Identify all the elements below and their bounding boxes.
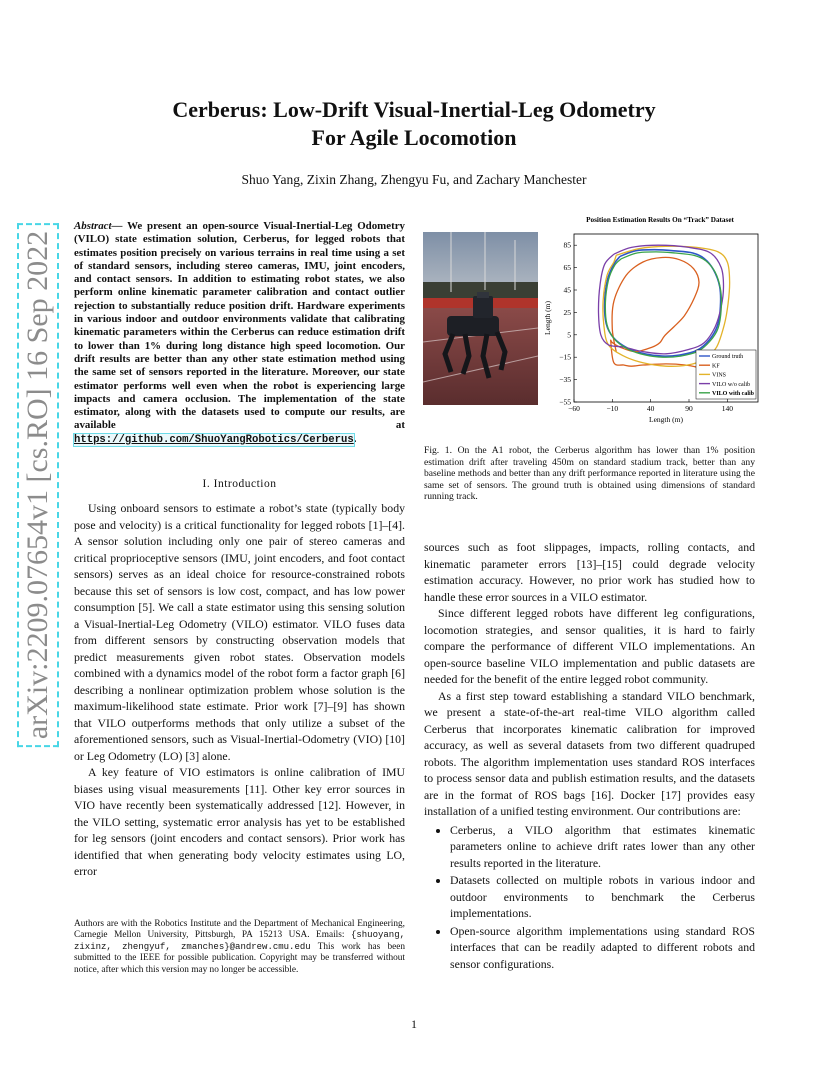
position-estimation-chart: [540, 210, 770, 430]
right-paragraph-2: Since different legged robots have different leg configurations, locomotion strategies, and sensor qualities, it is hard to fairly compare the performance of different VILO implementations. An open-source baseline VILO implementation and public datasets are needed for the benefit of the entire legged robot community.: [424, 606, 755, 686]
footnote-emails: {shuoyang, zixinz, zhengyuf, zmanches}@andrew.cmu.edu: [74, 930, 405, 952]
x-tick-label: 90: [685, 404, 693, 413]
paper-title-line-2: For Agile Locomotion: [311, 125, 517, 150]
abstract-label: Abstract: [74, 220, 112, 232]
legend-label: Ground truth: [712, 354, 744, 361]
arxiv-identifier[interactable]: arXiv:2209.07654v1 [cs.RO] 16 Sep 2022: [17, 223, 59, 747]
abstract-dash: —: [111, 220, 128, 232]
robot-photo-illustration: [423, 232, 538, 405]
paper-title-line-1: Cerberus: Low-Drift Visual-Inertial-Leg Odometry: [172, 97, 656, 122]
intro-paragraph-2: A key feature of VIO estimators is online calibration of IMU biases using visual measurements [11]. Other key error sources in VIO have recently been systematically addressed [12]. However, in the VILO setting, systematic error analysis has yet to be established for leg sensors (joint encoders and contact sensors). Prior work has identified that when generating body velocity estimates using LO, error: [74, 765, 405, 878]
abstract-text: We present an open-source Visual-Inertial-Leg Odometry (VILO) state estimation solution, Cerberus, for legged robots that estimates position precisely on various terrains in real time using a set of standard sensors, including stereo cameras, IMU, joint encoders, and contact sensors. In addition to estimating robot states, we also perform online kinematic parameter calibration and contact outlier rejection to substantially reduce position drift. Hardware experiments in various indoor and outdoor environments validate that calibrating kinematic parameters within the Cerberus can reduce estimation drift to lower than 1% during long distance high speed locomotion. Our drift results are better than any other state estimation method using the same set of sensors reported in the literature. Moreover, our state estimator performs well even when the robot is experiencing large impacts and camera occlusion. The implementation of the state estimator, along with the datasets used to compute our results, are available at: [74, 220, 405, 432]
y-tick-label: 85: [563, 240, 571, 250]
contribution-item: • Open-source algorithm implementations using standard ROS interfaces that can be readily adapted to different robots and sensor configurations.: [450, 923, 755, 973]
y-tick-label: 25: [563, 307, 571, 317]
page-number: 1: [411, 1017, 417, 1031]
legend-label: KF: [712, 363, 720, 370]
y-tick-label: 5: [567, 330, 571, 340]
x-tick-label: 40: [646, 404, 655, 413]
chart-xlabel: Length (m): [649, 415, 683, 424]
x-tick-label: −10: [606, 404, 619, 413]
paper-authors: Shuo Yang, Zixin Zhang, Zhengyu Fu, and Zachary Manchester: [241, 172, 587, 187]
chart-svg: [540, 210, 770, 430]
y-tick-label: −35: [559, 375, 571, 385]
arxiv-identifier-sidebar[interactable]: [8, 230, 68, 740]
footnote-text-1: Authors are with the Robotics Institute and the Department of Mechanical Engineering, Carnegie Mellon University, Pittsburgh, PA 15213 USA. Emails:: [74, 919, 405, 941]
right-paragraph-3: As a first step toward establishing a standard VILO benchmark, we present a state-of-the-art real-time VILO algorithm called Cerberus that incorporates kinematic calibration for improved accuracy, as well as several datasets from two different quadruped robots. The algorithm implementation uses standard ROS interfaces to process sensor data and publish estimation results, and the datasets are in the format of ROS bags [16]. Docker [17] provides easy installation of a unified testing environment. Our contributions are:: [424, 688, 755, 818]
figure-caption: Fig. 1. On the A1 robot, the Cerberus algorithm has lower than 1% position estimation drift after traveling 450m on standard stadium track, better than any baseline methods and better than any drift performance reported in literature using the same set of sensors. The ground truth is obtained using dimensions of standard running track.: [424, 445, 755, 503]
abstract: [74, 220, 405, 447]
x-tick-label: 140: [721, 404, 733, 413]
right-paragraph-1: sources such as foot slippages, impacts, rolling contacts, and kinematic parameter errors [13]–[15] could degrade velocity estimation accuracy. However, no prior work has studied how to handle these error sources in a VILO estimator.: [424, 540, 755, 604]
y-tick-label: 45: [563, 285, 571, 295]
abstract-end: .: [353, 432, 357, 445]
series-line: [605, 250, 721, 356]
y-tick-label: −15: [559, 352, 571, 362]
legend-label: VILO w/o calib: [712, 381, 750, 388]
author-footnote: [74, 919, 405, 976]
series-line: [605, 252, 721, 357]
paper-title: [90, 96, 738, 152]
intro-paragraph-1: Using onboard sensors to estimate a robot’s state (typically body pose and velocity) is a critical functionality for legged robots [1]–[4]. A sensor solution including only one pair of stereo cameras and critical proprioceptive sensors (IMU, joint encoders, and foot contact sensors) serves as an ideal choice for resource-constrained robots because this set of sensors is low cost, compact, and has low power consumption [5]. We call a state estimator using this sensing solution a Visual-Inertial-Leg Odometry (VILO) estimator. VILO fuses data from different sensors by constructing observation models that predict measurements given robot states. Observation models combined with a dynamics model of the robot form a factor graph [6] describing a nonlinear optimization problem whose solution is the maximum-likelihood state estimate. Prior work [7]–[9] has shown that VILO outperforms methods that only utilize a subset of the aforementioned sensors, such as Visual-Inertial-Odometry (VIO) [10] or Leg Odometry (LO) [3] alone.: [74, 501, 405, 763]
contribution-item: • Datasets collected on multiple robots in various indoor and outdoor environments to benchmark the Cerberus implementations.: [450, 872, 755, 922]
footnote-text-2: This work has been submitted to the IEEE for possible publication. Copyright may be transferred without notice, after which this version may no longer be accessible.: [74, 941, 405, 975]
chart-legend: [696, 350, 756, 399]
x-tick-label: −60: [568, 404, 580, 413]
chart-ylabel: Length (m): [543, 301, 552, 335]
y-tick-label: 65: [563, 263, 571, 273]
contributions-list: [424, 822, 755, 973]
github-link[interactable]: https://github.com/ShuoYangRobotics/Cerberus: [74, 433, 354, 446]
y-tick-label: −55: [559, 397, 571, 407]
legend-label: VINS: [712, 372, 727, 379]
legend-label: VILO with calib: [712, 391, 755, 397]
intro-right-column: [424, 539, 755, 973]
intro-left-column: [74, 500, 405, 880]
chart-title: Position Estimation Results On “Track” Dataset: [586, 216, 734, 224]
section-heading-introduction: I. Introduction: [202, 478, 277, 490]
contribution-item: • Cerberus, a VILO algorithm that estimates kinematic parameters online to achieve drift rates lower than any other results reported in the literature.: [450, 822, 755, 872]
robot-photo: [423, 232, 538, 405]
